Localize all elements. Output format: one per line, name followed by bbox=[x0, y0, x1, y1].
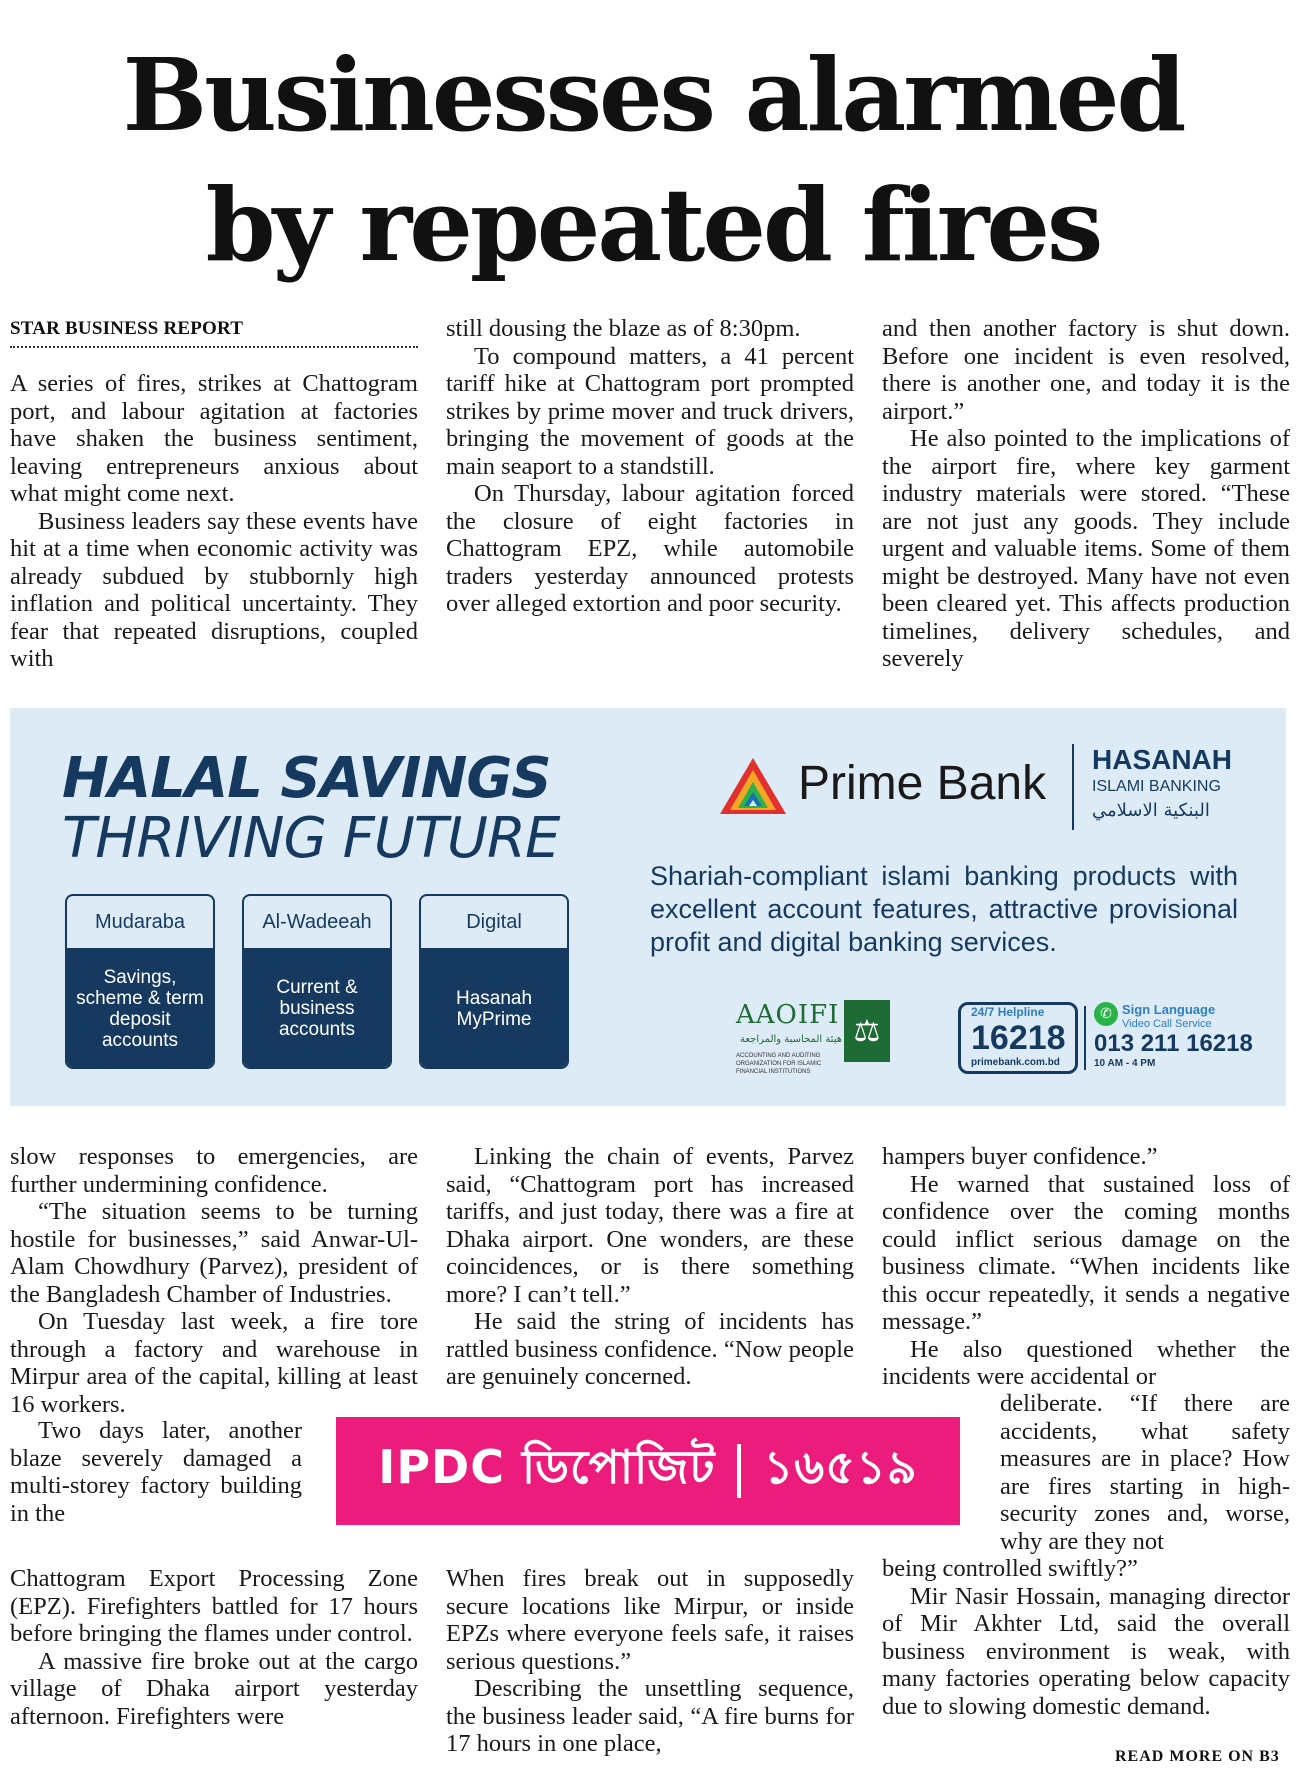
card-body: Savings, scheme & term deposit accounts bbox=[67, 948, 213, 1069]
hasanah-subtitle: ISLAMI BANKING bbox=[1092, 778, 1221, 795]
helpline-phone-badge bbox=[958, 1002, 1078, 1074]
card-mudaraba bbox=[65, 894, 215, 1069]
brand-name: Prime Bank bbox=[798, 757, 1047, 810]
aaoifi-name: AAOIFI bbox=[736, 1000, 840, 1030]
article-column-2-top bbox=[446, 315, 854, 618]
read-more-link[interactable]: READ MORE ON B3 bbox=[1115, 1748, 1280, 1765]
paragraph: being controlled swiftly?” bbox=[882, 1555, 1138, 1582]
paragraph: A massive fire broke out at the cargo village of Dhaka airport yesterday afternoon. Firefighters were bbox=[10, 1647, 418, 1730]
paragraph: “The situation seems to be turning hostile for businesses,” said Anwar-Ul-Alam Chowdhury (Parvez), president of the Bangladesh Chamber of Industries. bbox=[10, 1198, 418, 1308]
divider bbox=[737, 1444, 741, 1498]
article-column-1-wrap bbox=[10, 1417, 302, 1527]
paragraph: slow responses to emergencies, are further undermining confidence. bbox=[10, 1143, 418, 1198]
article-column-3-bottom bbox=[882, 1555, 1290, 1720]
card-al-wadeeah bbox=[242, 894, 392, 1069]
paragraph: Describing the unsettling sequence, the business leader said, “A fire burns for 17 hours in one place, bbox=[446, 1675, 854, 1757]
article-column-3-top bbox=[882, 315, 1290, 673]
card-digital bbox=[419, 894, 569, 1069]
website: primebank.com.bd bbox=[971, 1057, 1060, 1068]
ipdc-number: ১৬৫১৯ bbox=[763, 1440, 918, 1494]
paragraph: When fires break out in supposedly secure locations like Mirpur, or inside EPZs where everyone feels safe, it raises serious questions.” bbox=[446, 1565, 854, 1675]
aaoifi-english: ACCOUNTING AND AUDITING ORGANIZATION FOR ISLAMIC FINANCIAL INSTITUTIONS bbox=[736, 1053, 822, 1075]
sign-language-label: Sign Language bbox=[1122, 1002, 1216, 1017]
aaoifi-arabic: هيئة المحاسبة والمراجعة bbox=[740, 1034, 842, 1045]
ad-headline-2: THRIVING FUTURE bbox=[62, 806, 560, 871]
primebank-advertisement[interactable] bbox=[10, 708, 1286, 1106]
sign-language-sub: Video Call Service bbox=[1122, 1018, 1212, 1030]
article-column-3-middle bbox=[882, 1143, 1290, 1391]
paragraph: He said the string of incidents has rattled business confidence. “Now people are genuinely concerned. bbox=[446, 1308, 854, 1390]
whatsapp-icon: ✆ bbox=[1094, 1002, 1118, 1026]
divider bbox=[1084, 1006, 1086, 1070]
divider bbox=[1072, 744, 1074, 830]
hasanah-title: HASANAH bbox=[1092, 744, 1232, 775]
paragraph: and then another factory is shut down. Before one incident is even resolved, there is another one, and today it is the airport.” bbox=[882, 315, 1290, 425]
helpline-number: 16218 bbox=[971, 1019, 1066, 1057]
paragraph: He warned that sustained loss of confidence over the coming months could inflict serious damage on the business climate. “When incidents like this occur repeatedly, it sends a negative message.” bbox=[882, 1170, 1290, 1335]
sign-language-number: 013 211 16218 bbox=[1094, 1030, 1253, 1057]
paragraph: Chattogram Export Processing Zone (EPZ). Firefighters battled for 17 hours before bringing the flames under control. bbox=[10, 1565, 418, 1647]
helpline-label: 24/7 Helpline bbox=[971, 1005, 1045, 1019]
ipdc-brand: IPDC ডিপোজিট bbox=[378, 1440, 716, 1494]
paragraph: deliberate. “If there are accidents, what safety measures are in place? How are fires starting in high-security zones and, worse, why are they not bbox=[1000, 1390, 1290, 1555]
card-body: Hasanah MyPrime bbox=[421, 948, 567, 1069]
ad-headline-1: HALAL SAVINGS bbox=[62, 746, 551, 811]
paragraph: On Thursday, labour agitation forced the closure of eight factories in Chattogram EPZ, while automobile traders yesterday announced protests over alleged extortion and poor security. bbox=[446, 480, 854, 617]
article-column-1-top bbox=[10, 370, 418, 673]
paragraph: still dousing the blaze as of 8:30pm. bbox=[446, 315, 801, 342]
article-column-3-wrap bbox=[1000, 1390, 1290, 1555]
paragraph: He also pointed to the implications of the airport fire, where key garment industry materials were stored. “These are not just any goods. They include urgent and valuable items. Some of them might be destroyed. Many have not even been cleared yet. This affects production timelines, delivery schedules, and severely bbox=[882, 425, 1290, 672]
byline: STAR BUSINESS REPORT bbox=[10, 318, 418, 348]
paragraph: hampers buyer confidence.” bbox=[882, 1143, 1158, 1170]
aaoifi-badge bbox=[736, 1000, 891, 1076]
paragraph: He also questioned whether the incidents were accidental or bbox=[882, 1335, 1290, 1390]
scales-icon: ⚖ bbox=[844, 1000, 890, 1062]
article-column-2-middle bbox=[446, 1143, 854, 1391]
article-column-1-bottom bbox=[10, 1565, 418, 1730]
paragraph: To compound matters, a 41 percent tariff hike at Chattogram port prompted strikes by prime mover and truck drivers, bringing the movement of goods at the main seaport to a standstill. bbox=[446, 342, 854, 480]
ipdc-advertisement[interactable] bbox=[336, 1417, 960, 1525]
paragraph: Two days later, another blaze severely damaged a multi-storey factory building in the bbox=[10, 1417, 302, 1527]
headline-line-1: Businesses alarmed bbox=[122, 36, 1184, 154]
paragraph: Linking the chain of events, Parvez said, “Chattogram port has increased tariffs, and just today, there was a fire at Dhaka airport. One wonders, are these coincidences, or is there something more? I can’t tell.” bbox=[446, 1143, 854, 1308]
headline-line-2: by repeated fires bbox=[205, 166, 1101, 284]
hasanah-arabic: البنكية الاسلامي bbox=[1092, 800, 1210, 821]
article-column-1-middle bbox=[10, 1143, 418, 1418]
ad-description: Shariah-compliant islami banking products with excellent account features, attractive provisional profit and digital banking services. bbox=[650, 861, 1238, 957]
paragraph: A series of fires, strikes at Chattogram port, and labour agitation at factories have shaken the business sentiment, leaving entrepreneurs anxious about what might come next. bbox=[10, 370, 418, 507]
paragraph: Mir Nasir Hossain, managing director of Mir Akhter Ltd, said the overall business environment is weak, with many factories operating below capacity due to slowing domestic demand. bbox=[882, 1582, 1290, 1720]
sign-language-hours: 10 AM - 4 PM bbox=[1094, 1058, 1156, 1069]
paragraph: On Tuesday last week, a fire tore through a factory and warehouse in Mirpur area of the capital, killing at least 16 workers. bbox=[10, 1308, 418, 1418]
primebank-logo-icon bbox=[718, 756, 788, 818]
card-title: Digital bbox=[466, 911, 522, 933]
paragraph: Business leaders say these events have hit at a time when economic activity was already subdued by stubbornly high inflation and political uncertainty. They fear that repeated disruptions, coupled with bbox=[10, 507, 418, 672]
card-title: Mudaraba bbox=[94, 911, 186, 933]
card-body: Current & business accounts bbox=[244, 948, 390, 1069]
card-title: Al-Wadeeah bbox=[262, 911, 372, 933]
article-column-2-bottom bbox=[446, 1565, 854, 1758]
